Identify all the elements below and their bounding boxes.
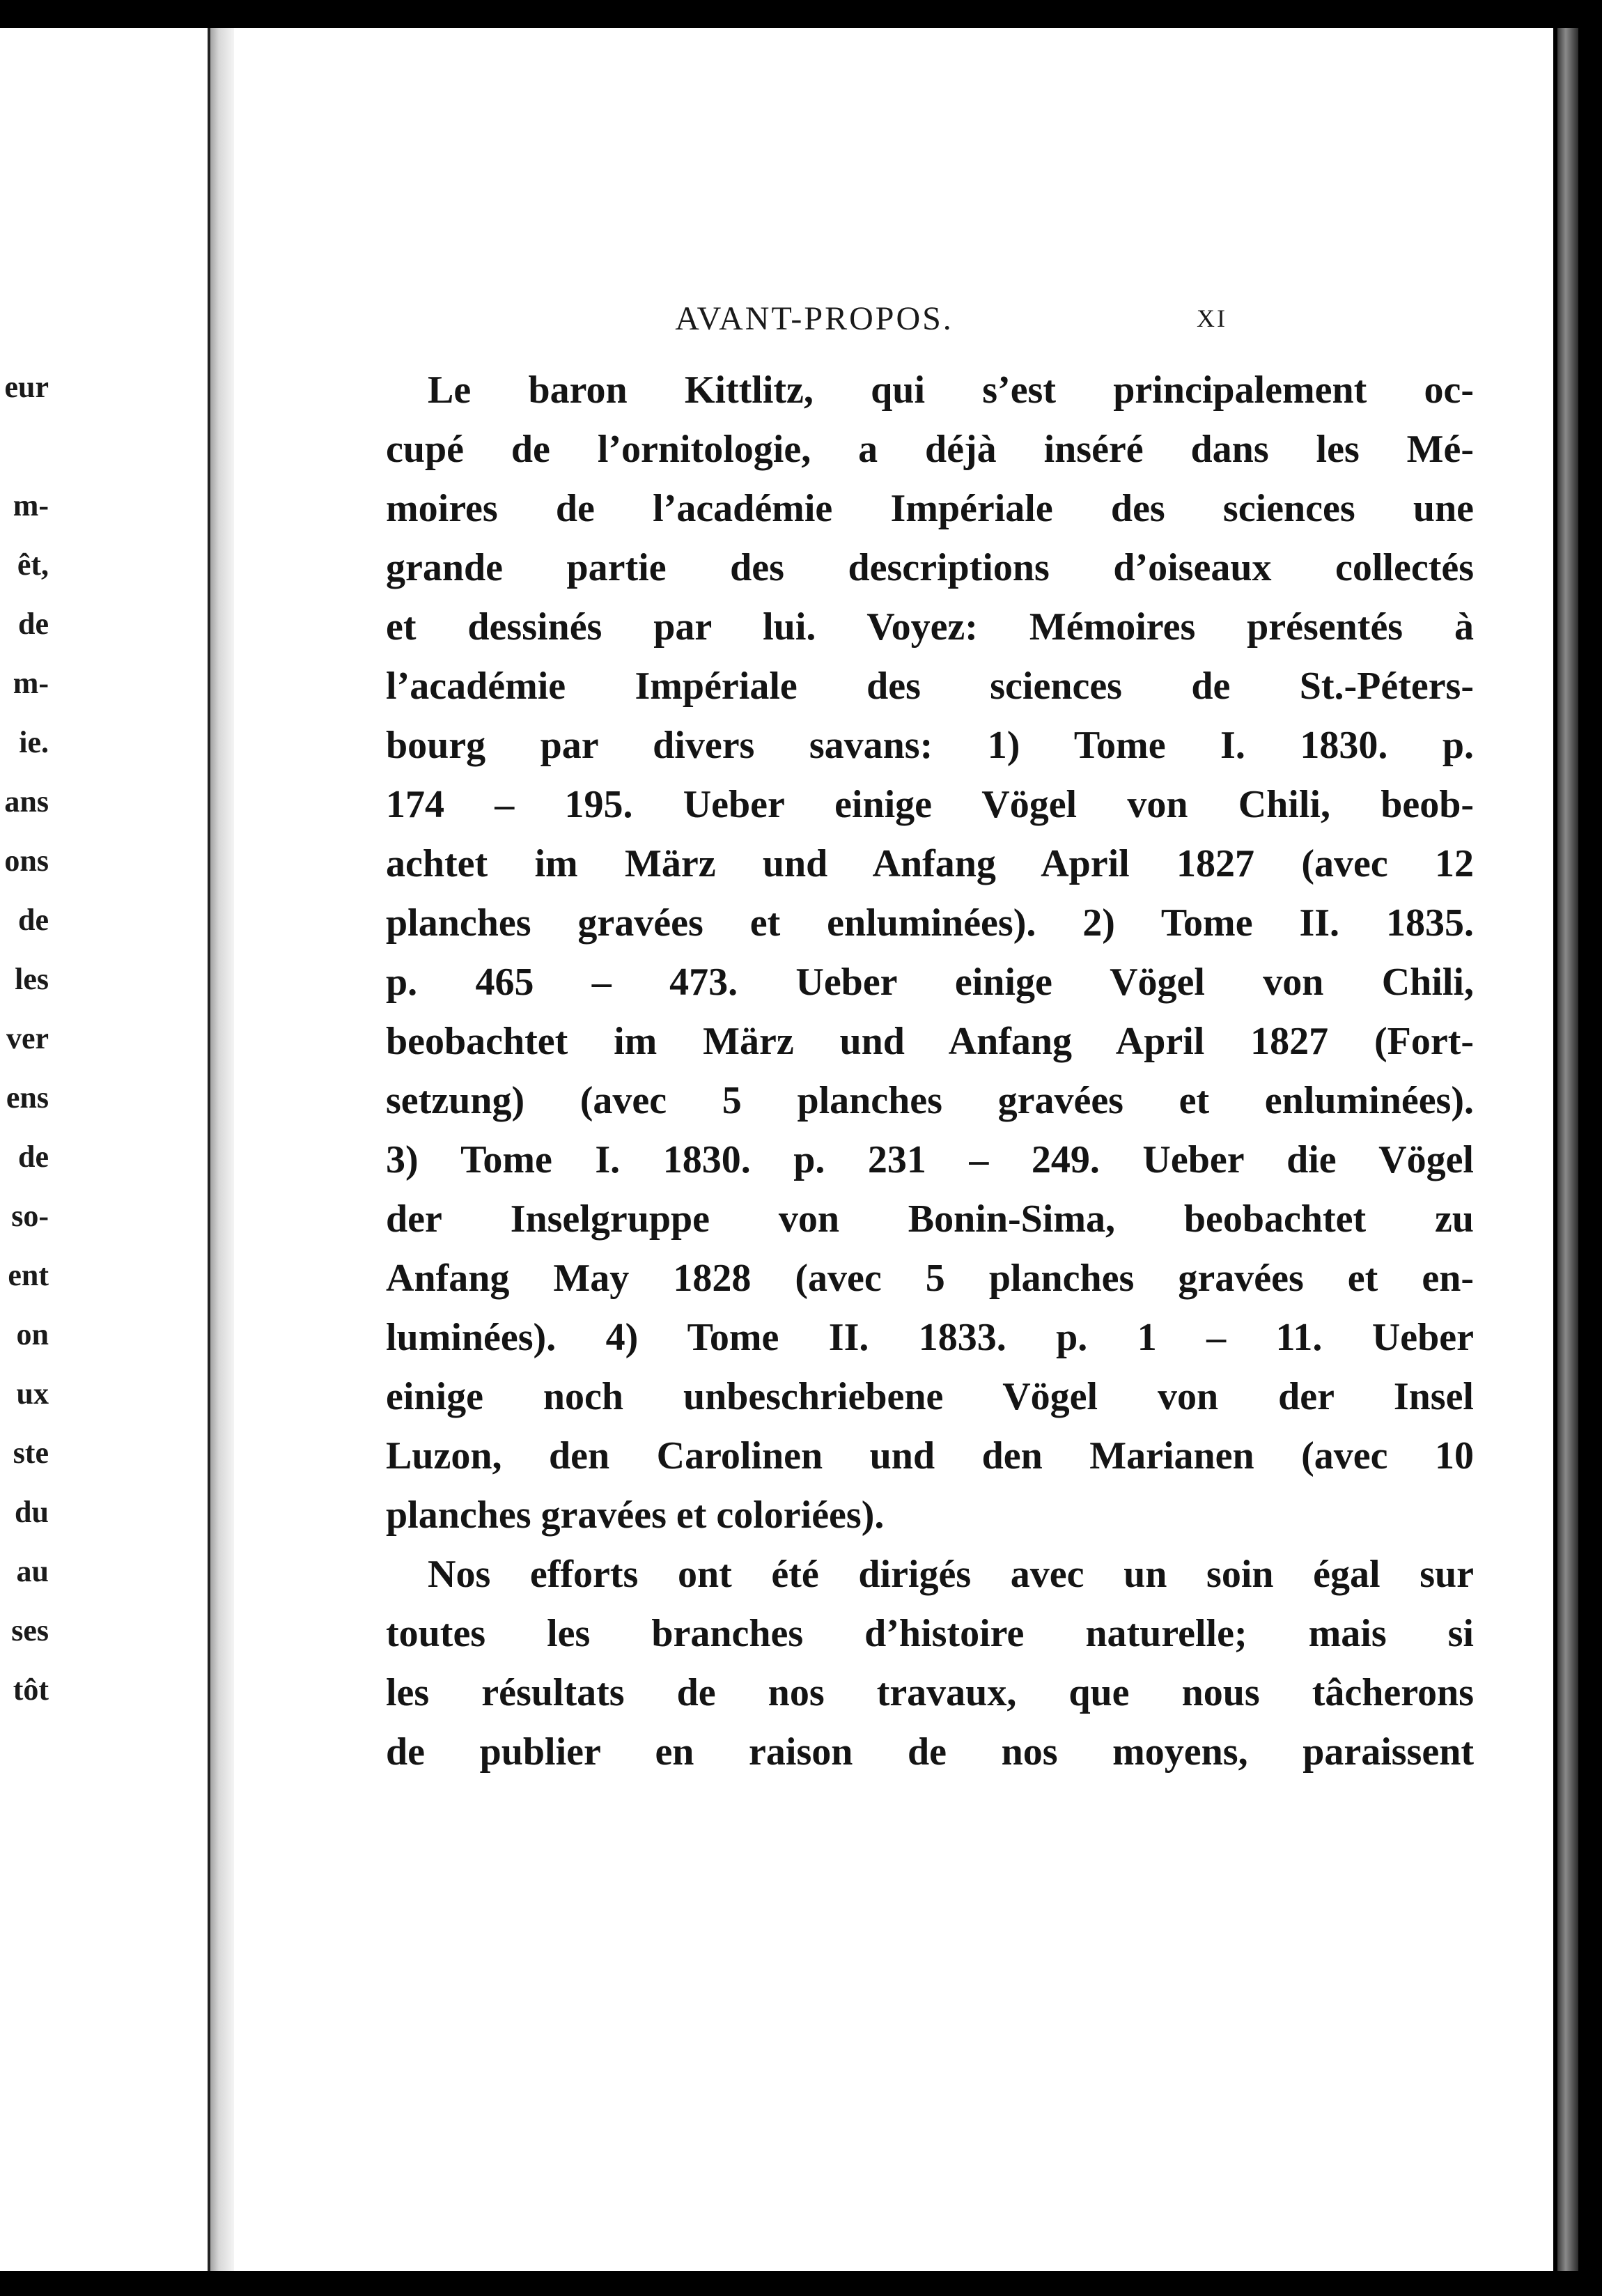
text-line: les résultats de nos travaux, que nous tâcherons	[386, 1671, 1474, 1714]
left-fragment: ver	[6, 1021, 49, 1055]
left-fragment: ens	[6, 1080, 49, 1115]
text-line: cupé de l’ornitologie, a déjà inséré dans les Mé-	[386, 428, 1474, 471]
left-fragment: on	[16, 1317, 49, 1351]
text-line: toutes les branches d’histoire naturelle; mais si	[386, 1612, 1474, 1655]
text-line: grande partie des descriptions d’oiseaux collectés	[386, 546, 1474, 589]
left-fragment: so-	[11, 1199, 49, 1233]
text-line: Nos efforts ont été dirigés avec un soin égal sur	[428, 1553, 1474, 1596]
text-line: bourg par divers savans: 1) Tome I. 1830. p.	[386, 724, 1474, 767]
left-fragment: ie.	[19, 725, 49, 759]
left-fragment: de	[18, 903, 49, 937]
text-line: Luzon, den Carolinen und den Marianen (avec 10	[386, 1434, 1474, 1477]
left-fragment: de	[18, 1140, 49, 1174]
scan-border-bottom	[0, 2271, 1602, 2296]
left-fragment: ons	[4, 844, 49, 878]
left-fragment: ux	[16, 1376, 49, 1411]
scan-border-top	[0, 0, 1602, 28]
left-fragment: tôt	[13, 1673, 49, 1707]
body-text	[386, 361, 1474, 1782]
text-line: et dessinés par lui. Voyez: Mémoires présentés à	[386, 605, 1474, 649]
text-line: planches gravées et enluminées). 2) Tome II. 1835.	[386, 901, 1474, 945]
left-fragment: m-	[13, 488, 49, 522]
right-page	[234, 28, 1553, 2271]
left-fragment: de	[18, 607, 49, 641]
book-edge	[1557, 28, 1578, 2271]
left-fragment: ses	[11, 1613, 49, 1647]
text-line: 174 – 195. Ueber einige Vögel von Chili, beob-	[386, 783, 1474, 826]
text-line: 3) Tome I. 1830. p. 231 – 249. Ueber die Vögel	[386, 1138, 1474, 1181]
text-line: setzung) (avec 5 planches gravées et enluminées).	[386, 1079, 1474, 1122]
page-number: XI	[1197, 304, 1227, 332]
left-fragment: du	[15, 1495, 49, 1529]
left-fragment: eur	[4, 370, 49, 404]
text-line: beobachtet im März und Anfang April 1827 (Fort-	[386, 1020, 1474, 1063]
text-line: Anfang May 1828 (avec 5 planches gravées et en-	[386, 1257, 1474, 1300]
page-header	[234, 300, 1553, 348]
text-line: einige noch unbeschriebene Vögel von der Insel	[386, 1375, 1474, 1418]
text-line: p. 465 – 473. Ueber einige Vögel von Chili,	[386, 961, 1474, 1004]
running-head: AVANT-PROPOS.	[675, 300, 954, 337]
text-line: de publier en raison de nos moyens, paraissent	[386, 1730, 1474, 1774]
left-fragment: m-	[13, 666, 49, 700]
gutter-line	[208, 28, 210, 2271]
text-line: Le baron Kittlitz, qui s’est principalement oc-	[428, 369, 1474, 412]
text-line: planches gravées et coloriées).	[386, 1494, 885, 1537]
left-fragment: les	[15, 962, 49, 996]
text-line: l’académie Impériale des sciences de St.-Péters-	[386, 665, 1474, 708]
text-line: moires de l’académie Impériale des sciences une	[386, 487, 1474, 530]
left-fragment: ans	[4, 784, 49, 819]
left-fragment: êt,	[17, 548, 49, 582]
text-line: achtet im März und Anfang April 1827 (avec 12	[386, 842, 1474, 885]
book-gutter-shadow	[209, 28, 234, 2271]
left-fragment: au	[16, 1554, 49, 1588]
text-line: der Inselgruppe von Bonin-Sima, beobachtet zu	[386, 1197, 1474, 1241]
left-fragment: ent	[8, 1258, 49, 1292]
text-line: luminées). 4) Tome II. 1833. p. 1 – 11. Ueber	[386, 1316, 1474, 1359]
left-fragment: ste	[13, 1436, 49, 1470]
